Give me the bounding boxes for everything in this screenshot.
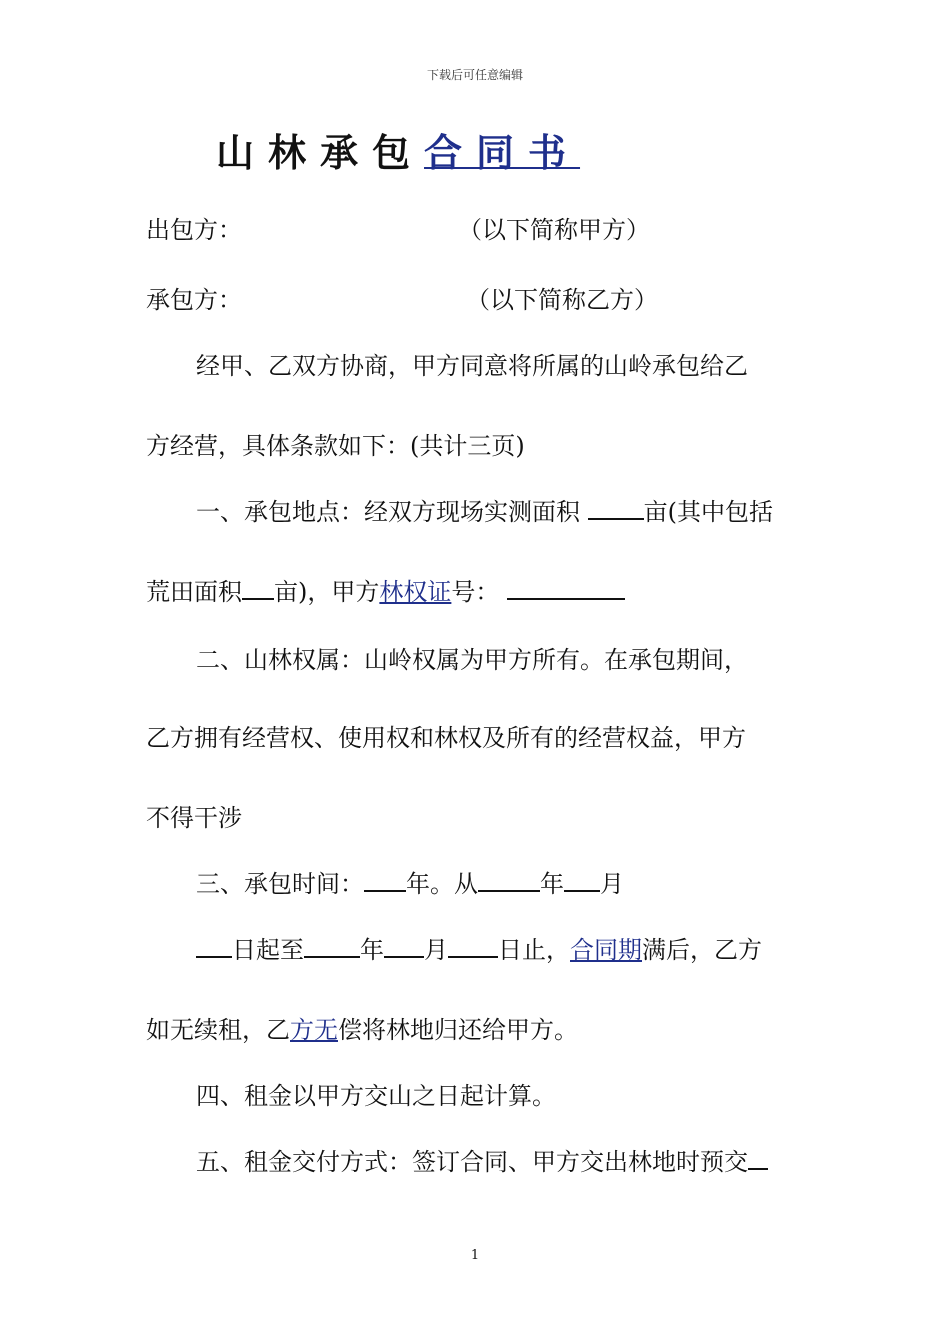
contract-period-link[interactable]: 合同期 bbox=[570, 936, 642, 964]
clause3-text-i: 满后，乙方 bbox=[642, 936, 762, 964]
forest-cert-link[interactable]: 林权证 bbox=[379, 578, 452, 606]
lessee-label: 承包方： bbox=[146, 286, 242, 314]
clause4-line-1: 四、租金以甲方交山之日起计算。 bbox=[196, 1082, 556, 1110]
end-month-blank[interactable] bbox=[384, 936, 424, 958]
title-text: 山林承包 bbox=[216, 131, 425, 175]
clause1-text-c: 荒田面积 bbox=[146, 578, 242, 606]
lessee-note: （以下简称乙方） bbox=[466, 286, 658, 314]
clause3-text-h: 日止， bbox=[498, 936, 570, 964]
clause1-text-d: 亩)，甲方 bbox=[274, 578, 380, 606]
document-title bbox=[216, 122, 580, 177]
clause5-text: 五、租金交付方式：签订合同、甲方交出林地时预交 bbox=[196, 1148, 748, 1176]
years-blank[interactable] bbox=[364, 870, 406, 892]
clause3-text-d: 月 bbox=[600, 870, 624, 898]
free-return-link[interactable]: 方无 bbox=[290, 1016, 338, 1044]
lessor-note: （以下简称甲方） bbox=[458, 216, 650, 244]
clause3-text-a: 三、承包时间： bbox=[196, 870, 364, 898]
start-day-blank[interactable] bbox=[196, 936, 232, 958]
clause1-text-b: 亩(其中包括 bbox=[643, 498, 774, 526]
clause3-line-1 bbox=[196, 864, 624, 899]
clause1-line-1 bbox=[196, 492, 773, 527]
page-header: 下载后可任意编辑 bbox=[426, 68, 523, 82]
end-day-blank[interactable] bbox=[448, 936, 498, 958]
end-year-blank[interactable] bbox=[304, 936, 360, 958]
clause3-text-e: 日起至 bbox=[232, 936, 304, 964]
prepay-blank[interactable] bbox=[748, 1148, 768, 1170]
clause3-text-j: 如无续租，乙 bbox=[146, 1016, 290, 1044]
clause5-line-1 bbox=[196, 1142, 768, 1177]
start-month-blank[interactable] bbox=[564, 870, 600, 892]
clause3-text-g: 月 bbox=[424, 936, 448, 964]
clause2-line-3: 不得干涉 bbox=[146, 804, 242, 832]
clause3-text-b: 年。从 bbox=[406, 870, 478, 898]
intro-line-2: 方经营，具体条款如下：(共计三页) bbox=[146, 432, 525, 460]
clause3-text-c: 年 bbox=[540, 870, 564, 898]
intro-line-1: 经甲、乙双方协商，甲方同意将所属的山岭承包给乙 bbox=[196, 352, 748, 380]
wasteland-blank[interactable] bbox=[242, 578, 274, 600]
clause3-text-f: 年 bbox=[360, 936, 384, 964]
cert-number-blank[interactable] bbox=[507, 578, 625, 600]
area-blank[interactable] bbox=[588, 498, 644, 520]
page-number: 1 bbox=[470, 1248, 480, 1263]
clause1-text-e: 号： bbox=[451, 578, 500, 606]
clause3-line-2 bbox=[196, 930, 762, 965]
clause3-line-3 bbox=[146, 1010, 578, 1045]
clause1-line-2 bbox=[146, 572, 625, 607]
clause2-line-1: 二、山林权属：山岭权属为甲方所有。在承包期间， bbox=[196, 646, 748, 674]
start-year-blank[interactable] bbox=[478, 870, 540, 892]
clause1-text-a: 一、承包地点：经双方现场实测面积 bbox=[196, 498, 580, 526]
lessor-label: 出包方： bbox=[146, 216, 242, 244]
title-link[interactable]: 合同书 bbox=[424, 131, 581, 175]
clause2-line-2: 乙方拥有经营权、使用权和林权及所有的经营权益，甲方 bbox=[146, 724, 746, 752]
clause3-text-k: 偿将林地归还给甲方。 bbox=[338, 1016, 578, 1044]
